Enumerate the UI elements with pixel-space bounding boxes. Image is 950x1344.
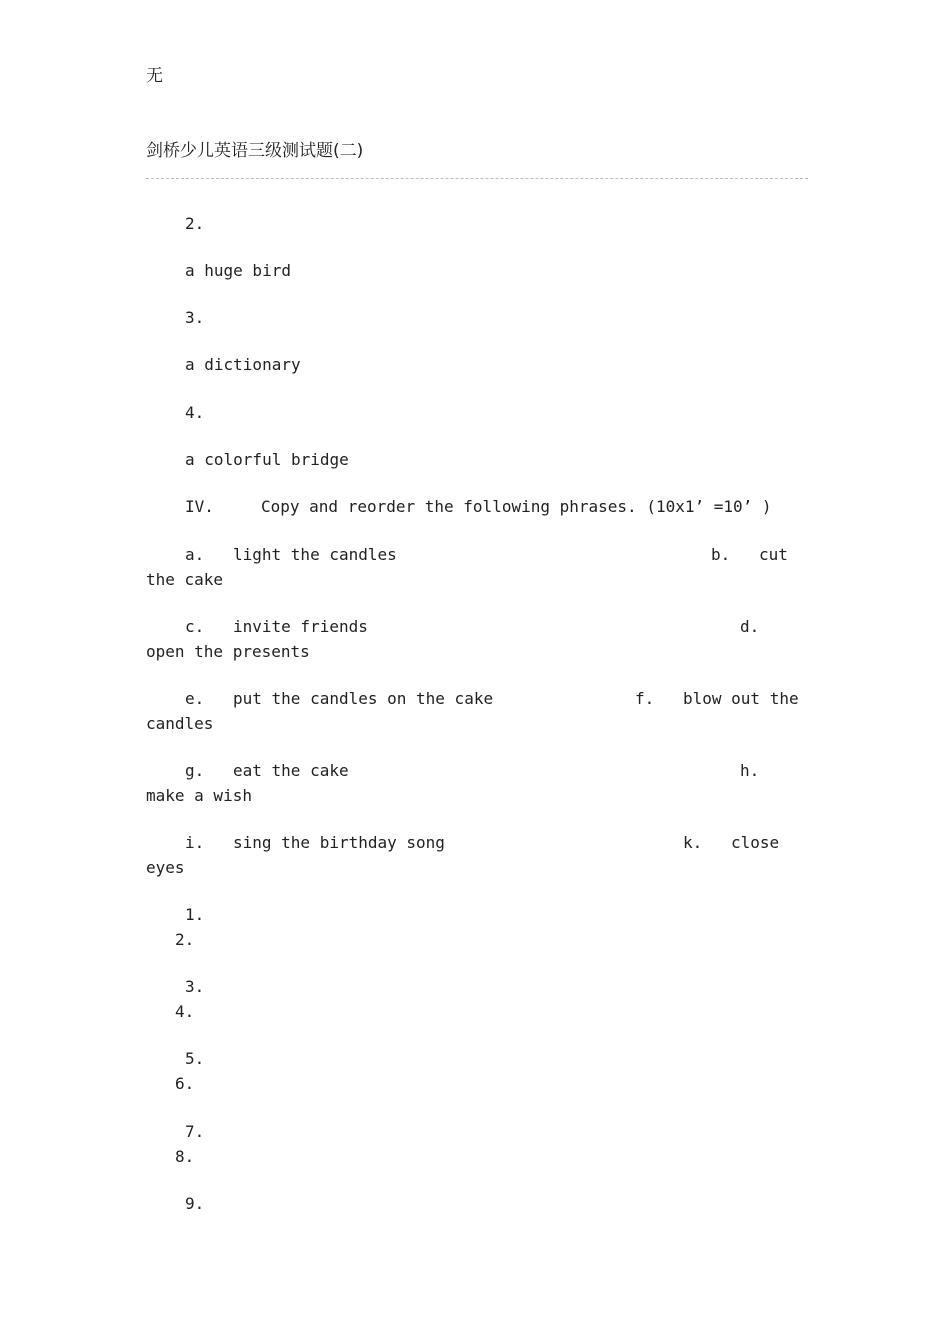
phrase-text: blow out the xyxy=(683,689,799,708)
title-divider xyxy=(146,178,808,179)
item-text: a dictionary xyxy=(185,355,301,374)
phrase-letter: k. xyxy=(683,833,703,852)
phrase-text: sing the birthday song xyxy=(233,833,445,852)
answer-number: 9. xyxy=(185,1194,205,1213)
answer-number: 3. xyxy=(185,977,205,996)
item-number: 2. xyxy=(185,214,205,233)
phrase-letter: b. xyxy=(711,545,731,564)
answer-number: 1. xyxy=(185,905,205,924)
item-number: 4. xyxy=(185,403,205,422)
phrase-text: invite friends xyxy=(233,617,368,636)
phrase-letter: i. xyxy=(185,833,205,852)
page-title: 剑桥少儿英语三级测试题(二) xyxy=(146,141,364,161)
phrase-letter: e. xyxy=(185,689,205,708)
phrase-letter: c. xyxy=(185,617,205,636)
top-label: 无 xyxy=(146,66,163,86)
phrase-text: light the candles xyxy=(233,545,397,564)
answer-number: 8. xyxy=(175,1147,195,1166)
phrase-text: eat the cake xyxy=(233,761,349,780)
item-number: 3. xyxy=(185,308,205,327)
section-number: IV. xyxy=(185,497,214,516)
phrase-text-continued: eyes xyxy=(146,858,185,877)
phrase-text-continued: make a wish xyxy=(146,786,252,805)
answer-number: 2. xyxy=(175,930,195,949)
phrase-text-continued: candles xyxy=(146,714,214,733)
phrase-letter: a. xyxy=(185,545,205,564)
answer-number: 7. xyxy=(185,1122,205,1141)
phrase-text: cut xyxy=(759,545,788,564)
phrase-text: close xyxy=(731,833,780,852)
phrase-text-continued: open the presents xyxy=(146,642,310,661)
phrase-letter: h. xyxy=(740,761,760,780)
phrase-text-continued: the cake xyxy=(146,570,224,589)
phrase-letter: d. xyxy=(740,617,760,636)
item-text: a huge bird xyxy=(185,261,291,280)
phrase-text: put the candles on the cake xyxy=(233,689,494,708)
phrase-letter: f. xyxy=(635,689,655,708)
answer-number: 4. xyxy=(175,1002,195,1021)
answer-number: 6. xyxy=(175,1074,195,1093)
section-instruction: Copy and reorder the following phrases. (10x1’ =10’ ) xyxy=(261,497,772,516)
phrase-letter: g. xyxy=(185,761,205,780)
item-text: a colorful bridge xyxy=(185,450,349,469)
answer-number: 5. xyxy=(185,1049,205,1068)
